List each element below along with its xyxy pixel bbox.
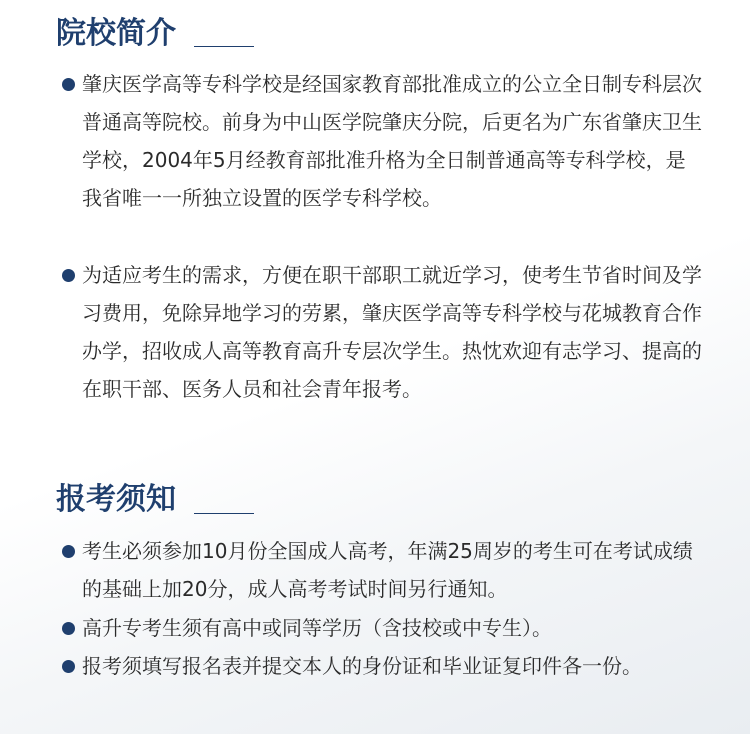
section-title-school-intro: 院校简介 [56,16,176,51]
list-item: 为适应考生的需求，方便在职干部职工就近学习，使考生节省时间及学习费用，免除异地学习的劳累，肇庆医学高等专科学校与花城教育合作办学，招收成人高等教育高升专层次学生。热忱欢迎有志学习、提高的在职干部、医务人员和社会青年报考。 [82,263,702,401]
bullet-icon [62,622,75,635]
bullet-icon [62,78,75,91]
list-item: 高升专考生须有高中或同等学历（含技校或中专生）。 [82,616,552,640]
bullet-icon [62,545,75,558]
section-title-application-notes: 报考须知 [56,482,176,517]
list-item: 肇庆医学高等专科学校是经国家教育部批准成立的公立全日制专科层次普通高等院校。前身为中山医学院肇庆分院，后更名为广东省肇庆卫生学校，2004年5月经教育部批准升格为全日制普通高等专科学校，是我省唯一一所独立设置的医学专科学校。 [82,72,702,210]
bullet-icon [62,269,75,282]
list-item: 考生必须参加10月份全国成人高考，年满25周岁的考生可在考试成绩的基础上加20分，成人高考考试时间另行通知。 [82,539,693,601]
title-underline [194,46,254,47]
title-underline [194,513,254,514]
list-item: 报考须填写报名表并提交本人的身份证和毕业证复印件各一份。 [82,654,642,678]
bullet-icon [62,660,75,673]
